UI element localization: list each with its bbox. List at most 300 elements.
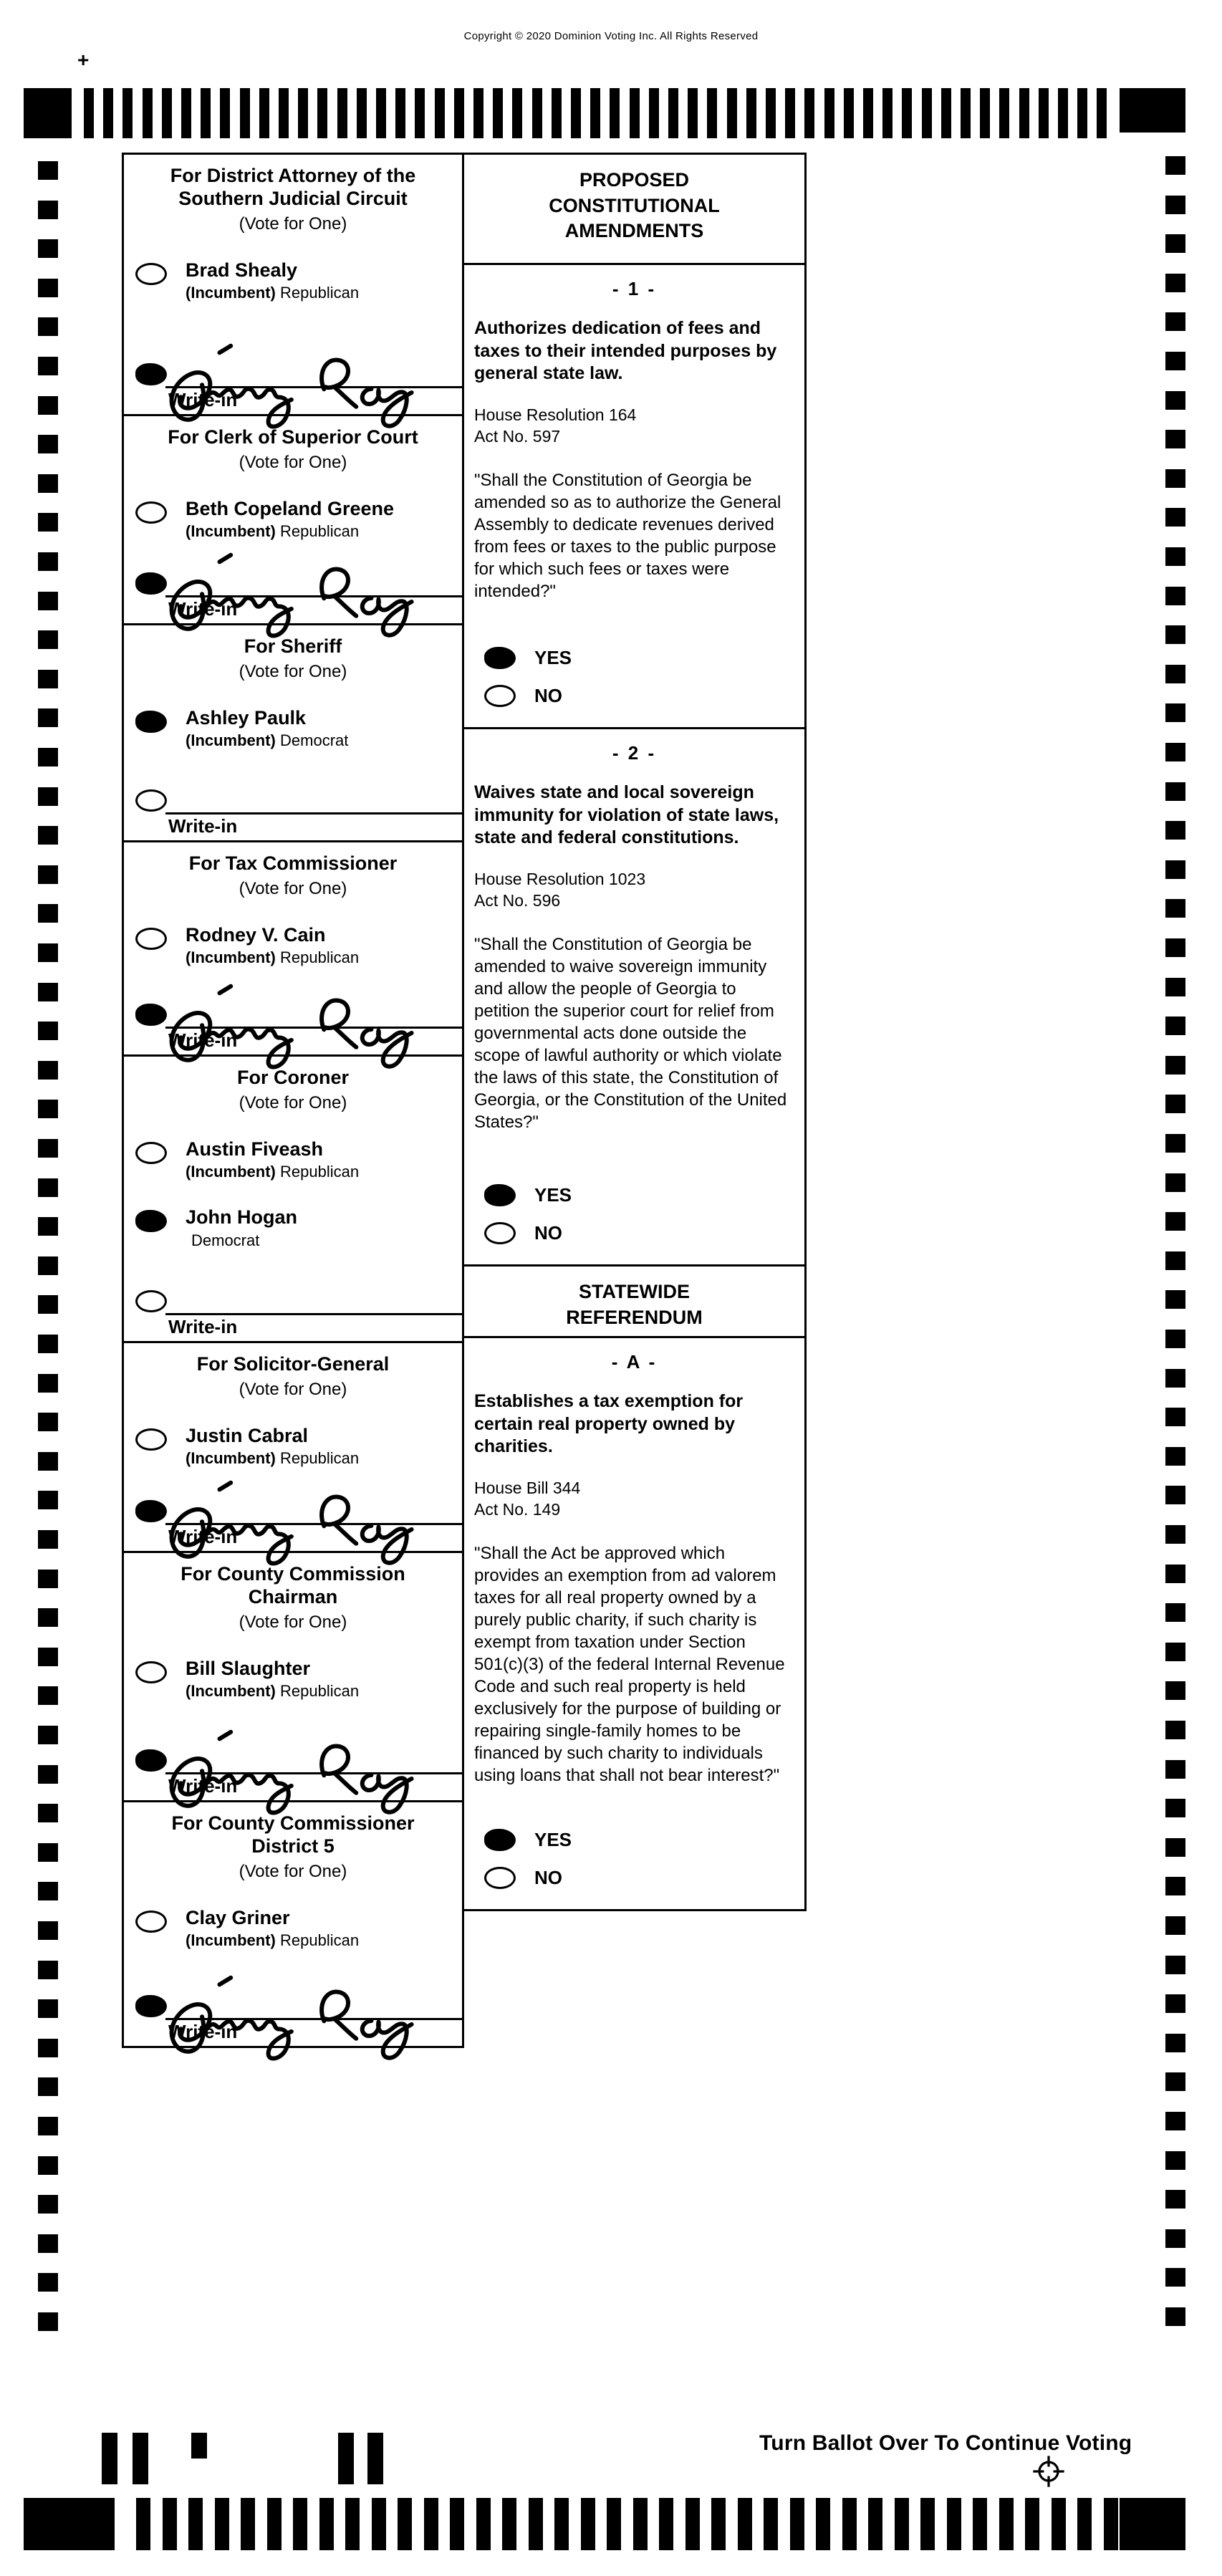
timing-square-right (1165, 938, 1185, 957)
candidate-row (135, 499, 462, 541)
timing-bar-bottom (398, 2498, 412, 2550)
timing-bar-bottom (920, 2498, 935, 2550)
timing-square-left (38, 2312, 58, 2331)
timing-square-right (1165, 430, 1185, 448)
write-in-label: Write-in (168, 1775, 238, 1797)
timing-square-left (38, 357, 58, 375)
timing-bar-bottom (450, 2498, 464, 2550)
timing-square-left (38, 552, 58, 571)
timing-square-left (38, 1686, 58, 1705)
timing-square-right (1165, 1760, 1185, 1779)
timing-square-right (1165, 2034, 1185, 2052)
write-in-line[interactable] (165, 2018, 462, 2020)
timing-square-right (1165, 352, 1185, 370)
timing-bar-bottom (502, 2498, 516, 2550)
timing-bar-bottom (1025, 2498, 1039, 2550)
measures-column (462, 153, 807, 1911)
measure-option-label: NO (534, 685, 562, 706)
timing-square-right (1165, 1877, 1185, 1895)
timing-bar-top (84, 88, 94, 138)
timing-bar-top (727, 88, 737, 138)
timing-bar-bottom (738, 2498, 752, 2550)
write-in-vote-oval[interactable] (135, 1500, 167, 1522)
timing-bar-top (337, 88, 347, 138)
contest-title-line: For Coroner (236, 1067, 349, 1088)
timing-square-right (1165, 274, 1185, 292)
measure-number: - A - (611, 1351, 658, 1373)
timing-bar-top (220, 88, 230, 138)
measure-summary: Authorizes dedication of fees and taxes to their intended purposes by general state law. (474, 318, 777, 383)
timing-bar-bottom (659, 2498, 673, 2550)
timing-square-left (38, 1726, 58, 1744)
timing-square-right (1165, 2151, 1185, 2170)
measures-header-line: REFERENDUM (566, 1306, 703, 1328)
timing-bar-top (980, 88, 990, 138)
timing-square-left (38, 787, 58, 806)
timing-square-right (1165, 1799, 1185, 1817)
timing-square-right (1165, 1681, 1185, 1700)
timing-square-left (38, 435, 58, 453)
timing-square-left (38, 1765, 58, 1784)
candidate-vote-oval[interactable] (135, 501, 167, 524)
timing-bar-bottom (581, 2498, 595, 2550)
timing-bar-top (707, 88, 717, 138)
measure-references (464, 404, 804, 448)
timing-bar-top (532, 88, 542, 138)
measure-number: - 2 - (612, 742, 657, 764)
timing-square-right (1165, 1017, 1185, 1035)
timing-bar-bottom (424, 2498, 438, 2550)
timing-bar-bottom (372, 2498, 386, 2550)
timing-bar-bottom (529, 2498, 543, 2550)
candidate-vote-oval[interactable] (135, 263, 167, 285)
timing-square-right (1165, 1173, 1185, 1192)
timing-square-left (38, 1178, 58, 1197)
timing-bar-bottom (842, 2498, 857, 2550)
incumbent-label: (Incumbent) (186, 1931, 276, 1950)
measure-reference-line: Act No. 596 (474, 890, 561, 910)
measure-option-row (484, 1222, 804, 1244)
timing-bar-top (610, 88, 620, 138)
contest-title-line: Chairman (248, 1585, 338, 1607)
timing-square-right (1165, 508, 1185, 527)
timing-square-right (1165, 1486, 1185, 1504)
ballot-id-bar (367, 2433, 383, 2484)
no-vote-oval[interactable] (484, 1867, 516, 1889)
timing-square-left (38, 513, 58, 532)
candidate-text (186, 1207, 297, 1249)
measures-header (464, 155, 804, 254)
timing-bar-top (103, 88, 113, 138)
yes-vote-oval[interactable] (484, 1829, 516, 1851)
timing-bar-top (863, 88, 873, 138)
timing-bar-top (824, 88, 834, 138)
timing-square-left (38, 1256, 58, 1275)
timing-square-left (38, 2077, 58, 2096)
measure-references (464, 1477, 804, 1521)
write-in-area (124, 553, 462, 623)
timing-square-right (1165, 821, 1185, 840)
timing-square-right (1165, 899, 1185, 918)
timing-bar-bottom (163, 2498, 177, 2550)
ballot-id-bar (338, 2433, 354, 2484)
timing-corner-bottom-left (24, 2498, 115, 2550)
candidate-vote-oval[interactable] (135, 1428, 167, 1451)
timing-bar-top (1058, 88, 1068, 138)
candidate-vote-oval[interactable] (135, 711, 167, 733)
vote-for-instruction: (Vote for One) (239, 452, 347, 472)
write-in-area (124, 1976, 462, 2046)
timing-bar-bottom (476, 2498, 491, 2550)
timing-square-right (1165, 743, 1185, 761)
stub-number: 19 (372, 2441, 384, 2453)
timing-square-left (38, 592, 58, 610)
write-in-vote-oval[interactable] (135, 1749, 167, 1772)
write-in-vote-oval[interactable] (135, 1004, 167, 1026)
timing-square-right (1165, 1095, 1185, 1113)
incumbent-label: (Incumbent) (186, 1682, 276, 1701)
timing-bar-top (473, 88, 483, 138)
incumbent-label: (Incumbent) (186, 948, 276, 967)
timing-bar-bottom (999, 2498, 1014, 2550)
candidate-party: (Incumbent) Democrat (186, 731, 349, 750)
no-vote-oval[interactable] (484, 685, 516, 707)
timing-square-right (1165, 469, 1185, 488)
measure-option-label: YES (534, 1829, 572, 1850)
candidate-text (186, 499, 394, 541)
measure-option-row (484, 647, 804, 669)
candidate-vote-oval[interactable] (135, 1142, 167, 1164)
ballot-id-bar (102, 2433, 117, 2484)
candidate-row (135, 1908, 462, 1950)
contest-section (124, 155, 462, 416)
yes-vote-oval[interactable] (484, 647, 516, 669)
timing-square-left (38, 474, 58, 493)
timing-square-left (38, 1491, 58, 1509)
write-in-area (124, 770, 462, 840)
write-in-vote-oval[interactable] (135, 1995, 167, 2017)
timing-square-left (38, 1648, 58, 1666)
timing-bar-top (785, 88, 795, 138)
timing-square-right (1165, 2112, 1185, 2130)
measure-option-row (484, 1829, 804, 1851)
candidate-text (186, 1426, 359, 1468)
candidate-name: Rodney V. Cain (186, 923, 326, 946)
timing-bar-bottom (895, 2498, 909, 2550)
contest-title (124, 155, 462, 211)
candidate-vote-oval[interactable] (135, 1661, 167, 1683)
timing-square-left (38, 1335, 58, 1353)
timing-bar-top (395, 88, 405, 138)
timing-bar-bottom (319, 2498, 334, 2550)
timing-bar-bottom (293, 2498, 307, 2550)
incumbent-label: (Incumbent) (186, 522, 276, 541)
timing-bar-top (1039, 88, 1049, 138)
candidate-vote-oval[interactable] (135, 1210, 167, 1232)
timing-bar-bottom (1104, 2498, 1118, 2550)
candidate-name: Ashley Paulk (186, 706, 307, 729)
timing-square-left (38, 1999, 58, 2018)
timing-square-left (38, 1843, 58, 1862)
candidate-text (186, 1908, 359, 1950)
candidate-row (135, 708, 462, 750)
measure-reference-line: House Resolution 164 (474, 405, 637, 424)
candidate-name: Brad Shealy (186, 259, 298, 281)
timing-square-right (1165, 1251, 1185, 1270)
timing-square-left (38, 1570, 58, 1588)
incumbent-label: (Incumbent) (186, 731, 276, 750)
timing-bar-bottom (554, 2498, 569, 2550)
write-in-line[interactable] (165, 812, 462, 814)
write-in-line[interactable] (165, 595, 462, 597)
write-in-vote-oval[interactable] (135, 1290, 167, 1312)
timing-square-right (1165, 1330, 1185, 1348)
timing-square-right (1165, 1212, 1185, 1231)
timing-square-left (38, 1374, 58, 1393)
timing-bar-top (279, 88, 289, 138)
incumbent-label: (Incumbent) (186, 1163, 276, 1181)
contest-title (124, 1343, 462, 1376)
vote-for-instruction: (Vote for One) (239, 1861, 347, 1881)
timing-square-right (1165, 2268, 1185, 2287)
write-in-area (124, 344, 462, 414)
timing-bar-top (1019, 88, 1029, 138)
write-in-vote-oval[interactable] (135, 789, 167, 812)
timing-square-left (38, 1413, 58, 1431)
timing-bar-bottom (947, 2498, 961, 2550)
write-in-signature (147, 1954, 473, 2073)
timing-bar-top (162, 88, 172, 138)
timing-square-right (1165, 1643, 1185, 1661)
no-vote-oval[interactable] (484, 1222, 516, 1244)
candidate-row (135, 1426, 462, 1468)
timing-bar-top (376, 88, 386, 138)
vote-for-instruction: (Vote for One) (239, 1379, 347, 1399)
write-in-label: Write-in (168, 1029, 238, 1051)
timing-bar-bottom (136, 2498, 150, 2550)
timing-bar-bottom (607, 2498, 621, 2550)
write-in-line[interactable] (165, 1523, 462, 1525)
timing-bar-top (804, 88, 814, 138)
candidate-party: (Incumbent) Republican (186, 1163, 360, 1181)
timing-bar-top (630, 88, 640, 138)
timing-bar-top (844, 88, 854, 138)
contest-title (124, 1802, 462, 1858)
measure-reference-line: House Resolution 1023 (474, 869, 646, 888)
candidate-vote-oval[interactable] (135, 1911, 167, 1933)
candidate-party: (Incumbent) Republican (186, 284, 360, 302)
timing-square-right (1165, 1290, 1185, 1309)
measure-options (464, 1168, 804, 1264)
timing-bar-bottom (1052, 2498, 1066, 2550)
contests-column (122, 153, 464, 2048)
measure-option-row (484, 685, 804, 707)
copyright-text: Copyright © 2020 Dominion Voting Inc. All Rights Reserved (463, 30, 759, 42)
timing-square-right (1165, 2229, 1185, 2248)
write-in-line[interactable] (165, 1313, 462, 1315)
timing-square-left (38, 983, 58, 1001)
timing-corner-top-left (24, 88, 72, 138)
timing-square-left (38, 1882, 58, 1900)
timing-square-left (38, 748, 58, 766)
timing-bar-top (999, 88, 1009, 138)
candidate-party: (Incumbent) Republican (186, 1931, 360, 1950)
timing-square-right (1165, 2072, 1185, 2091)
timing-bar-top (122, 88, 133, 138)
timing-square-right (1165, 1525, 1185, 1544)
timing-bar-bottom (1077, 2498, 1092, 2550)
measures-header-line: AMENDMENTS (564, 220, 704, 242)
write-in-area (124, 1730, 462, 1800)
timing-square-left (38, 1139, 58, 1158)
measure-reference-line: Act No. 597 (474, 426, 561, 446)
timing-square-left (38, 1530, 58, 1549)
timing-square-right (1165, 156, 1185, 175)
timing-bar-top (493, 88, 503, 138)
timing-bar-top (688, 88, 698, 138)
timing-square-left (38, 1608, 58, 1627)
timing-square-left (38, 1961, 58, 1979)
timing-square-left (38, 1061, 58, 1080)
timing-bar-top (552, 88, 562, 138)
candidate-row (135, 925, 462, 967)
contest-title (124, 1553, 462, 1609)
timing-square-right (1165, 703, 1185, 722)
timing-bar-bottom (188, 2498, 203, 2550)
contest-title-line: For Tax Commissioner (188, 852, 398, 874)
timing-bar-top (941, 88, 951, 138)
contest-title-line: For County Commissioner (171, 1812, 415, 1834)
write-in-label: Write-in (168, 1526, 238, 1547)
timing-square-right (1165, 2307, 1185, 2326)
contest-title-line: For Clerk of Superior Court (168, 426, 418, 448)
turn-ballot-over-text: Turn Ballot Over To Continue Voting (759, 2431, 1132, 2455)
timing-bar-bottom (973, 2498, 987, 2550)
contest-title-line: District 5 (251, 1835, 335, 1857)
measure-number: - 1 - (612, 278, 657, 299)
measure-option-row (484, 1867, 804, 1889)
contest-title-line: For Solicitor-General (196, 1353, 390, 1375)
timing-bar-bottom (711, 2498, 726, 2550)
measure-section (464, 1338, 804, 1909)
candidate-name: Bill Slaughter (186, 1657, 311, 1679)
timing-square-left (38, 317, 58, 336)
contest-title (124, 842, 462, 875)
candidate-text (186, 925, 359, 967)
timing-square-left (38, 279, 58, 297)
measure-section (464, 729, 804, 1267)
registration-plus-mark: + (77, 49, 90, 71)
write-in-vote-oval[interactable] (135, 572, 167, 595)
candidate-vote-oval[interactable] (135, 928, 167, 950)
write-in-line[interactable] (165, 1027, 462, 1029)
vote-for-instruction: (Vote for One) (239, 1612, 347, 1632)
contest-section (124, 1057, 462, 1343)
contest-title (124, 1057, 462, 1090)
timing-bar-top (240, 88, 250, 138)
timing-bar-bottom (790, 2498, 804, 2550)
measure-options (464, 1813, 804, 1909)
timing-square-left (38, 2039, 58, 2057)
timing-bar-top (512, 88, 522, 138)
timing-square-right (1165, 978, 1185, 996)
measure-summary: Establishes a tax exemption for certain real property owned by charities. (474, 1391, 744, 1456)
timing-square-right (1165, 860, 1185, 879)
timing-square-right (1165, 1838, 1185, 1857)
contest-title (124, 625, 462, 658)
timing-square-left (38, 630, 58, 649)
write-in-area (124, 1481, 462, 1551)
timing-square-left (38, 396, 58, 415)
write-in-area (124, 1271, 462, 1341)
write-in-vote-oval[interactable] (135, 363, 167, 385)
timing-square-left (38, 2234, 58, 2253)
contest-section (124, 842, 462, 1057)
timing-square-left (38, 904, 58, 923)
timing-bar-top (571, 88, 581, 138)
timing-bar-bottom (868, 2498, 882, 2550)
candidate-text (186, 708, 348, 750)
timing-square-right (1165, 1134, 1185, 1153)
timing-bar-top (746, 88, 756, 138)
timing-square-left (38, 1217, 58, 1236)
measure-option-row (484, 1184, 804, 1206)
measure-option-label: NO (534, 1867, 562, 1888)
timing-square-left (38, 2156, 58, 2175)
timing-square-right (1165, 1916, 1185, 1935)
timing-square-left (38, 2117, 58, 2135)
contest-title-line: For District Attorney of the (170, 165, 416, 186)
measure-summary: Waives state and local sovereign immunity for violation of state laws, state and federal constitutions. (474, 782, 779, 847)
timing-square-left (38, 161, 58, 180)
write-in-label: Write-in (168, 598, 238, 620)
timing-square-left (38, 826, 58, 845)
timing-bar-top (317, 88, 327, 138)
timing-bar-top (143, 88, 153, 138)
write-in-line[interactable] (165, 386, 462, 388)
timing-square-left (38, 1921, 58, 1940)
timing-bar-top (357, 88, 367, 138)
measure-option-label: NO (534, 1222, 562, 1244)
crosshair-registration-icon (1030, 2453, 1067, 2490)
timing-square-right (1165, 547, 1185, 566)
timing-square-left (38, 2273, 58, 2292)
timing-bar-top (649, 88, 659, 138)
timing-bar-top (201, 88, 211, 138)
candidate-party: Democrat (191, 1231, 260, 1249)
measures-header-section (464, 155, 804, 265)
timing-bar-bottom (764, 2498, 778, 2550)
timing-square-right (1165, 312, 1185, 331)
measure-options (464, 631, 804, 727)
timing-square-left (38, 1022, 58, 1040)
timing-bar-top (259, 88, 269, 138)
timing-bar-top (298, 88, 308, 138)
contest-title-line: Southern Judicial Circuit (178, 187, 408, 209)
timing-square-right (1165, 1056, 1185, 1075)
timing-bar-top (882, 88, 893, 138)
candidate-text (186, 260, 359, 302)
write-in-signature-overlay (147, 1954, 473, 2073)
timing-square-right (1165, 1408, 1185, 1426)
measures-header (464, 1267, 804, 1340)
yes-vote-oval[interactable] (484, 1184, 516, 1206)
timing-square-right (1165, 234, 1185, 253)
timing-bar-top (922, 88, 932, 138)
timing-bar-top (454, 88, 464, 138)
write-in-line[interactable] (165, 1772, 462, 1774)
timing-square-right (1165, 1721, 1185, 1739)
